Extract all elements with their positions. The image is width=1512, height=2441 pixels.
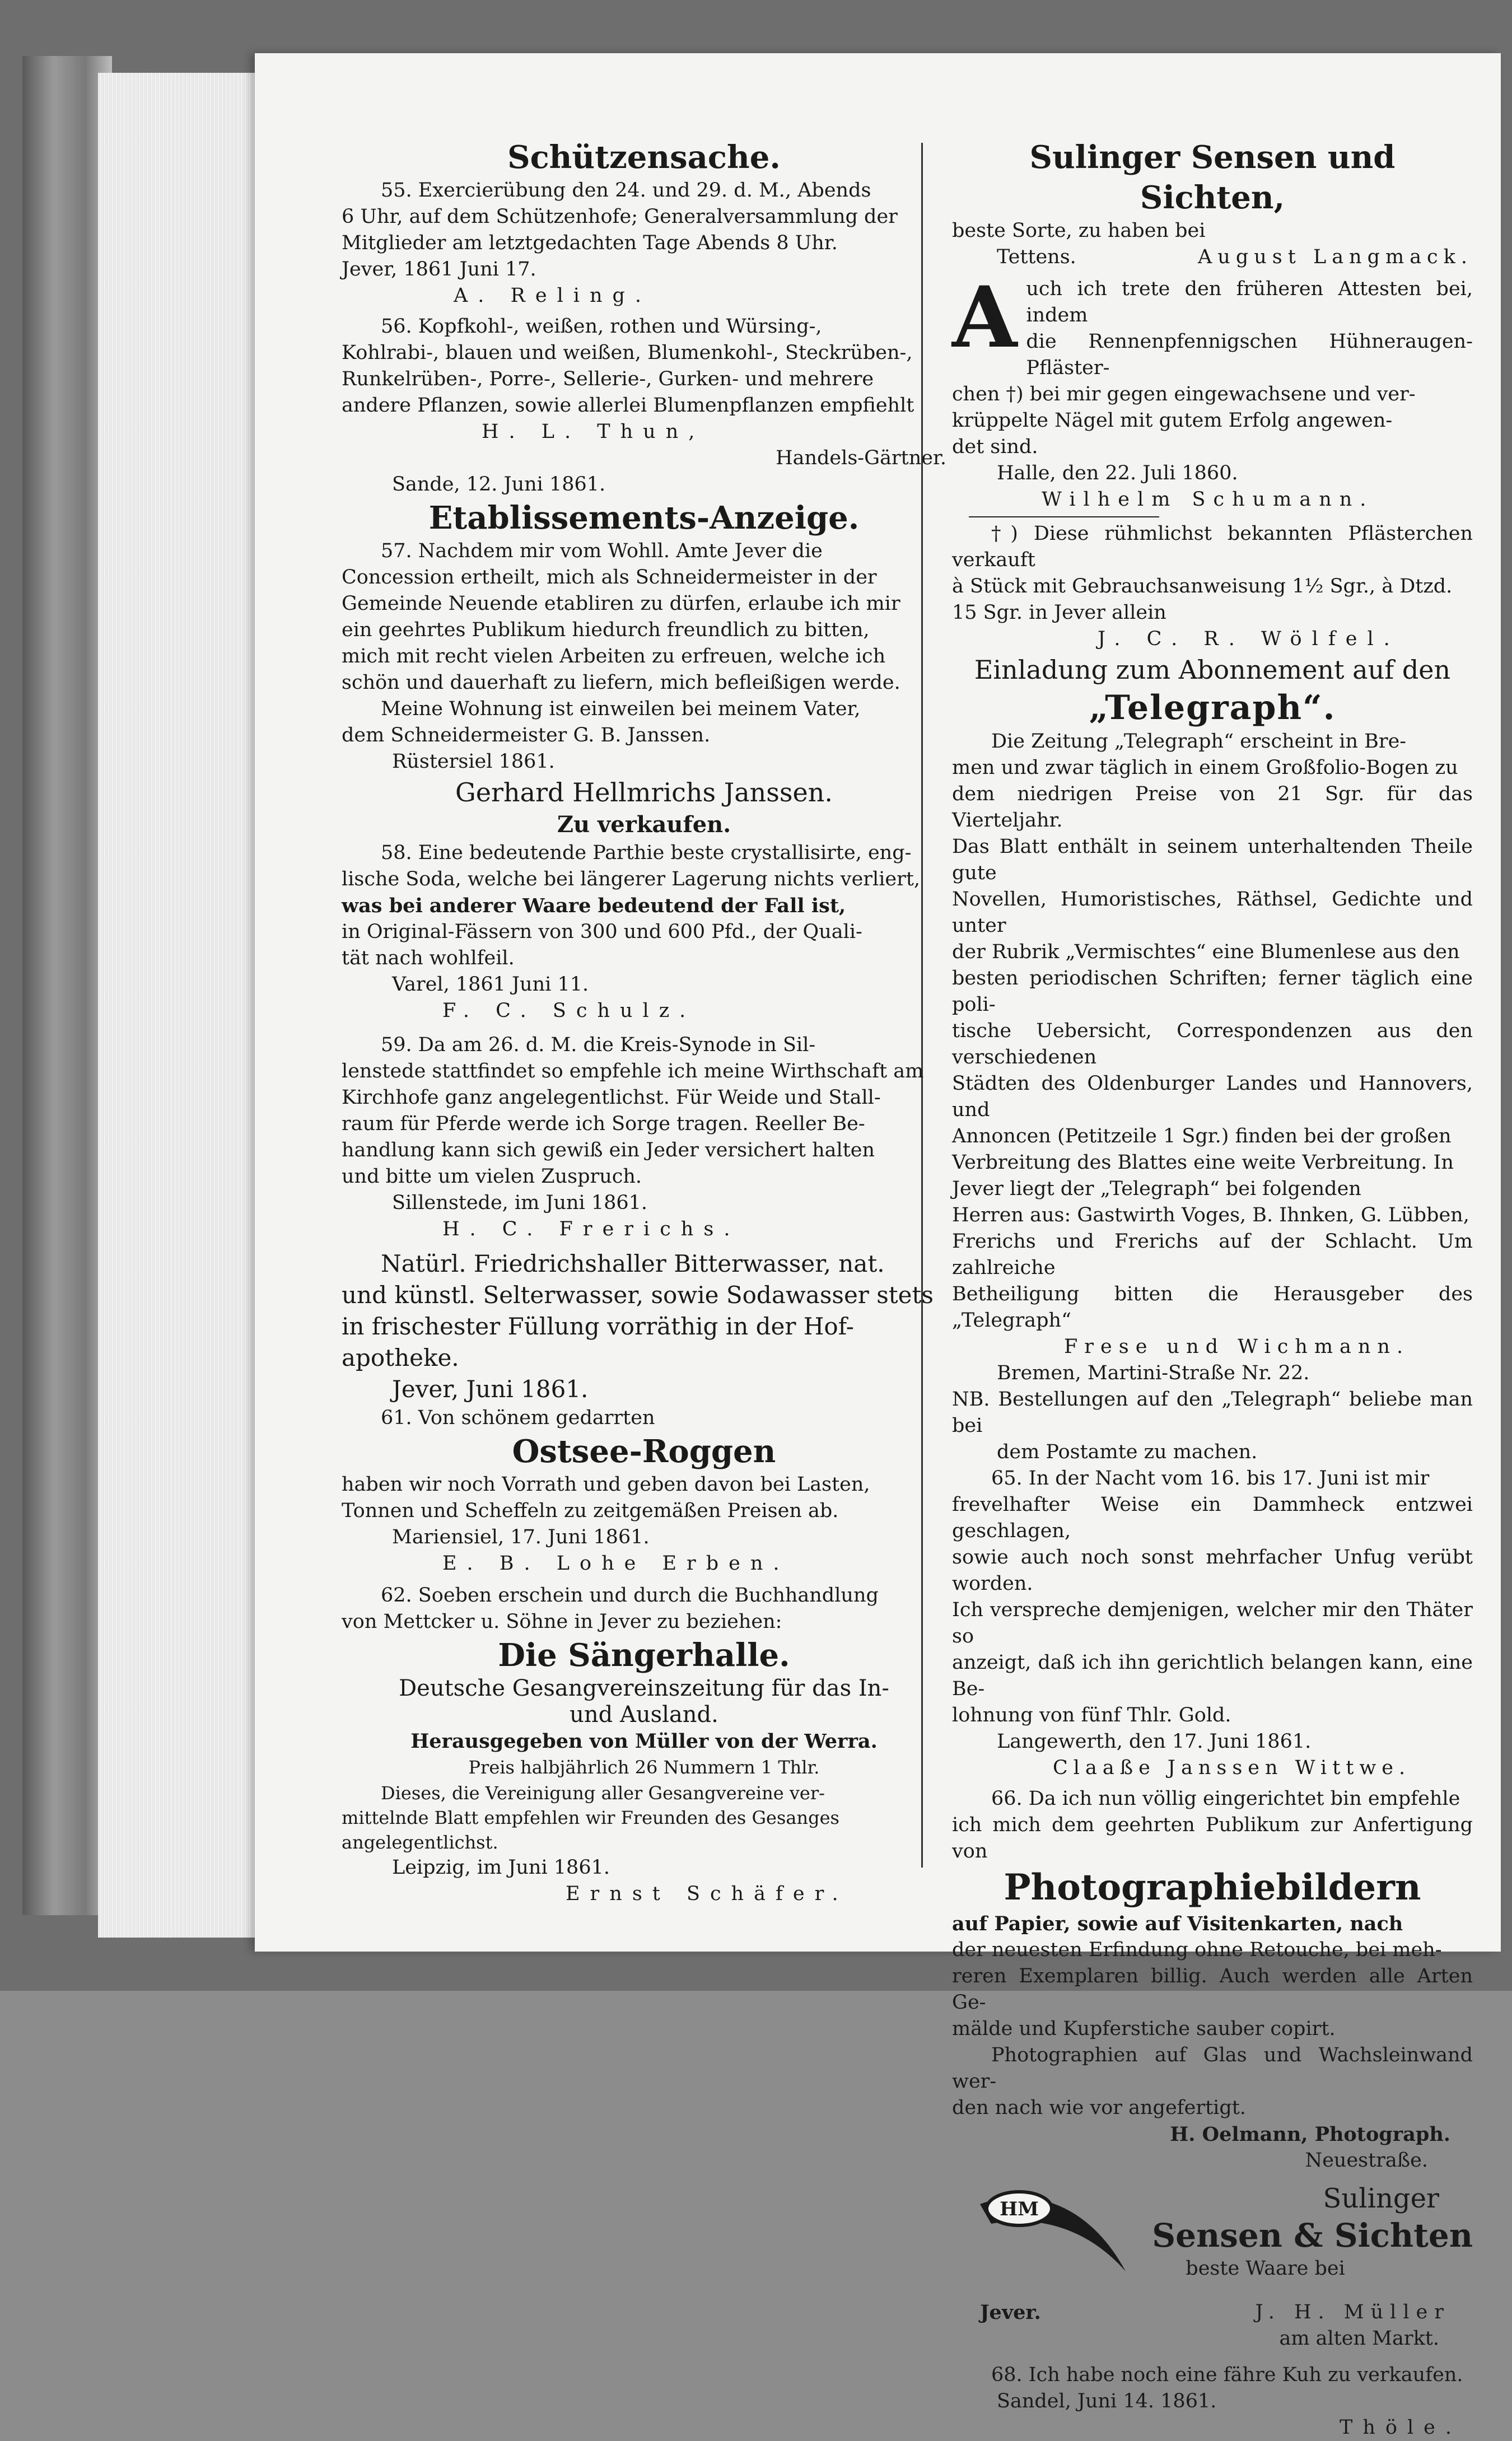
notice-66-signature: H. Oelmann, Photograph. (1170, 2123, 1450, 2146)
attest-line: uch ich trete den früheren Attesten bei, indem (1026, 278, 1473, 326)
notice-57-line: Meine Wohnung ist einweilen bei meinem Vater, (381, 698, 861, 720)
notice-59 (342, 1032, 946, 1243)
notice-59-line: und bitte um vielen Zuspruch. (342, 1165, 642, 1188)
notice-59-signature: H. C. Frerichs. (442, 1218, 740, 1240)
sulinger-line: beste Sorte, zu haben bei (952, 220, 1206, 242)
notice-60-line: Natürl. Friedrichshaller Bitterwasser, nat. (381, 1250, 885, 1277)
notice-56-place: Sande, 12. Juni 1861. (392, 473, 606, 496)
notice-59-line: handlung kann sich gewiß ein Jeder versichert halten (342, 1139, 875, 1161)
attest-rule (969, 516, 1159, 517)
telegraph-line: der Rubrik „Vermischtes“ eine Blumenlese aus den (952, 941, 1460, 963)
telegraph-line: Frerichs und Frerichs auf der Schlacht. Um zahlreiche (952, 1230, 1473, 1279)
notice-66-street: Neuestraße. (1305, 2149, 1428, 2172)
notice-telegraph (952, 652, 1473, 1465)
telegraph-line: Die Zeitung „Telegraph“ erscheint in Bre- (991, 730, 1407, 753)
notice-57-line: mich mit recht vielen Arbeiten zu erfreuen, welche ich (342, 645, 886, 668)
attest-note: à Stück mit Gebrauchsanweisung 1½ Sgr., à Dtzd. (952, 575, 1453, 598)
notice-56-role: Handels-Gärtner. (776, 447, 946, 469)
notice-57-signature: Gerhard Hellmrichs Janssen. (455, 777, 833, 808)
notice-65-place: Langewerth, den 17. Juni 1861. (997, 1730, 1312, 1753)
notice-attest (952, 268, 1473, 652)
telegraph-line: Novellen, Humoristisches, Räthsel, Gedichte und unter (952, 888, 1473, 937)
notice-66-line: mälde und Kupferstiche sauber copirt. (952, 2018, 1336, 2040)
notice-67-line: beste Waare bei (1186, 2257, 1345, 2280)
telegraph-line: Verbreitung des Blattes eine weite Verbreitung. In (952, 1151, 1454, 1174)
notice-65 (952, 1465, 1473, 1781)
attest-note-signature: J. C. R. Wölfel. (1098, 628, 1400, 650)
notice-67-place: Jever. (980, 2301, 1041, 2324)
telegraph-nb: dem Postamte zu machen. (997, 1441, 1258, 1463)
logo-monogram: HM (1000, 2198, 1039, 2220)
notice-67-address: am alten Markt. (1279, 2327, 1439, 2350)
notice-58-heading: Zu verkaufen. (557, 811, 731, 838)
notice-62-editor: Herausgegeben von Müller von der Werra. (410, 1730, 878, 1753)
notice-55-heading: Schützensache. (507, 139, 781, 176)
notice-60-line: und künstl. Selterwasser, sowie Sodawasser stets (342, 1281, 934, 1309)
notice-58-line: lische Soda, welche bei längerer Lagerung nichts verliert, (342, 868, 921, 890)
notice-62-signature: Ernst Schäfer. (566, 1883, 848, 1905)
sulinger-place: Tettens. (997, 246, 1076, 268)
notice-57 (342, 498, 946, 810)
notice-61 (342, 1405, 946, 1577)
notice-61-intro: 61. Von schönem gedarrten (381, 1407, 655, 1429)
notice-58-line: was bei anderer Waare bedeutend der Fall ist, (342, 894, 846, 917)
notice-68-place: Sandel, Juni 14. 1861. (997, 2390, 1217, 2412)
notice-65-line: 65. In der Nacht vom 16. bis 17. Juni ist mir (991, 1467, 1430, 1490)
notice-66 (952, 1786, 1473, 2174)
notice-61-signature: E. B. Lohe Erben. (442, 1552, 790, 1575)
notice-56-line: andere Pflanzen, sowie allerlei Blumenpflanzen empfiehlt (342, 394, 914, 417)
attest-line: chen †) bei mir gegen eingewachsene und ver- (952, 383, 1416, 405)
telegraph-line: tische Uebersicht, Correspondenzen aus den verschiedenen (952, 1020, 1473, 1068)
attest-dropcap: A (952, 268, 1018, 367)
notice-66-line: ich mich dem geehrten Publikum zur Anfertigung von (952, 1814, 1473, 1863)
telegraph-nb: NB. Bestellungen auf den „Telegraph“ beliebe man bei (952, 1388, 1473, 1437)
book-page-edges (98, 73, 260, 1938)
notice-58 (342, 810, 946, 1024)
notice-57-line: 57. Nachdem mir vom Wohll. Amte Jever die (381, 540, 823, 562)
telegraph-line: Herren aus: Gastwirth Voges, B. Ihnken, G. Lübben, (952, 1204, 1469, 1226)
notice-65-line: frevelhafter Weise ein Dammheck entzwei geschlagen, (952, 1493, 1473, 1542)
telegraph-line: Jever liegt der „Telegraph“ bei folgenden (952, 1178, 1361, 1200)
notice-67-seller-row (952, 2299, 1473, 2326)
telegraph-line: dem niedrigen Preise von 21 Sgr. für das Vierteljahr. (952, 783, 1473, 832)
notice-58-signature: F. C. Schulz. (442, 1000, 696, 1022)
notice-61-line: Tonnen und Scheffeln zu zeitgemäßen Preisen ab. (342, 1500, 839, 1522)
notice-67 (952, 2182, 1473, 2299)
telegraph-line: men und zwar täglich in einem Großfolio-Bogen zu (952, 757, 1458, 779)
notice-55 (342, 137, 946, 309)
telegraph-place: Bremen, Martini-Straße Nr. 22. (997, 1362, 1310, 1384)
notice-sulinger-langmack (952, 137, 1473, 270)
notice-67-text (1152, 2182, 1473, 2282)
notice-62-line: mittelnde Blatt empfehlen wir Freunden des Gesanges (342, 1807, 839, 1828)
telegraph-signature: Frese und Wichmann. (1064, 1336, 1410, 1358)
notice-68-line: 68. Ich habe noch eine fähre Kuh zu verkaufen. (991, 2364, 1463, 2386)
notice-66-line: reren Exemplaren billig. Auch werden alle Arten Ge- (952, 1965, 1473, 2014)
notice-59-place: Sillenstede, im Juni 1861. (392, 1192, 648, 1214)
notice-61-heading: Ostsee-Roggen (512, 1433, 776, 1470)
notice-68 (952, 2362, 1473, 2441)
notice-66-line: Photographien auf Glas und Wachsleinwand wer- (952, 2044, 1473, 2093)
notice-57-line: Gemeinde Neuende etabliren zu dürfen, erlaube ich mir (342, 592, 900, 615)
notice-62-place: Leipzig, im Juni 1861. (392, 1856, 610, 1879)
notice-55-signature: A. Reling. (454, 284, 652, 307)
telegraph-title: „Telegraph“. (1089, 688, 1336, 727)
notice-66-line: auf Papier, sowie auf Visitenkarten, nach (952, 1912, 1403, 1935)
notice-66-line: der neuesten Erfindung ohne Retouche, bei meh- (952, 1939, 1442, 1961)
notice-66-line: den nach wie vor angefertigt. (952, 2097, 1246, 2119)
notice-58-line: tät nach wohlfeil. (342, 947, 515, 969)
notice-56-line: Runkelrüben-, Porre-, Sellerie-, Gurken- und mehrere (342, 368, 874, 390)
notice-59-line: Kirchhofe ganz angelegentlichst. Für Weide und Stall- (342, 1086, 881, 1109)
attest-note: 15 Sgr. in Jever allein (952, 601, 1166, 624)
notice-67-heading: Sulinger (1323, 2183, 1439, 2214)
telegraph-line: besten periodischen Schriften; ferner täglich eine poli- (952, 967, 1473, 1016)
attest-line: krüppelte Nägel mit gutem Erfolg angewen- (952, 409, 1393, 432)
notice-68-signature: Thöle. (1340, 2416, 1462, 2439)
notice-67-heading: Sensen & Sichten (1152, 2216, 1473, 2255)
notice-66-line: 66. Da ich nun völlig eingerichtet bin empfehle (991, 1787, 1460, 1810)
notice-65-line: Ich verspreche demjenigen, welcher mir den Thäter so (952, 1599, 1473, 1647)
notice-61-place: Mariensiel, 17. Juni 1861. (392, 1526, 650, 1548)
notice-59-line: raum für Pferde werde ich Sorge tragen. Reeller Be- (342, 1113, 865, 1135)
telegraph-heading: Einladung zum Abonnement auf den (974, 655, 1451, 685)
telegraph-line: Städten des Oldenburger Landes und Hannovers, und (952, 1072, 1473, 1121)
notice-62-price: Preis halbjährlich 26 Nummern 1 Thlr. (468, 1757, 820, 1778)
notice-65-line: sowie auch noch sonst mehrfacher Unfug verübt worden. (952, 1546, 1473, 1595)
notice-57-line: dem Schneidermeister G. B. Janssen. (342, 724, 711, 746)
notice-57-place: Rüstersiel 1861. (392, 750, 555, 773)
notice-60-place: Jever, Juni 1861. (392, 1375, 589, 1403)
notice-60-line: in frischester Füllung vorräthig in der Hof- (342, 1313, 854, 1340)
notice-56 (342, 314, 946, 498)
telegraph-line: Annoncen (Petitzeile 1 Sgr.) finden bei der großen (952, 1125, 1452, 1147)
notice-62-subtitle: und Ausland. (570, 1702, 718, 1728)
notice-55-line: 55. Exercierübung den 24. und 29. d. M., Abends (381, 179, 871, 202)
notice-67-seller (952, 2299, 1473, 2352)
notice-57-line: ein geehrtes Publikum hiedurch freundlich zu bitten, (342, 619, 870, 641)
notice-57-line: schön und dauerhaft zu liefern, mich befleißigen werde. (342, 671, 900, 694)
notice-58-place: Varel, 1861 Juni 11. (392, 973, 589, 996)
notice-55-line: Mitglieder am letztgedachten Tage Abends 8 Uhr. (342, 232, 838, 254)
attest-signature: Wilhelm Schumann. (1042, 488, 1374, 511)
notice-62-line: Dieses, die Vereinigung aller Gesangvereine ver- (381, 1782, 825, 1804)
notice-56-line: Kohlrabi-, blauen und weißen, Blumenkohl-, Steckrüben-, (342, 342, 913, 364)
sulinger-seller-row (952, 244, 1473, 270)
notice-67-signature: J. H. Müller (1255, 2301, 1450, 2323)
sulinger-heading: Sulinger Sensen und Sichten, (1029, 139, 1396, 216)
notice-55-line: 6 Uhr, auf dem Schützenhofe; Generalversammlung der (342, 206, 898, 228)
left-column (342, 137, 946, 1907)
notice-59-line: 59. Da am 26. d. M. die Kreis-Synode in Sil- (381, 1034, 816, 1056)
notice-57-line: Concession ertheilt, mich als Schneidermeister in der (342, 566, 877, 589)
scythe-logo-icon (974, 2182, 1131, 2277)
notice-60-line: apotheke. (342, 1344, 459, 1371)
notice-56-line: 56. Kopfkohl-, weißen, rothen und Würsing-, (381, 315, 822, 338)
notice-65-line: anzeigt, daß ich ihn gerichtlich belangen kann, eine Be- (952, 1651, 1473, 1700)
notice-61-line: haben wir noch Vorrath und geben davon bei Lasten, (342, 1473, 870, 1496)
attest-note: †) Diese rühmlichst bekannten Pflästerchen verkauft (952, 522, 1473, 571)
notice-65-line: lohnung von fünf Thlr. Gold. (952, 1704, 1231, 1726)
notice-56-signature: H. L. Thun, (482, 421, 705, 443)
notice-62-line: von Mettcker u. Söhne in Jever zu beziehen: (342, 1611, 782, 1633)
notice-55-place: Jever, 1861 Juni 17. (342, 258, 536, 281)
notice-62-line: 62. Soeben erschein und durch die Buchhandlung (381, 1584, 879, 1607)
sulinger-signature: August Langmack. (1198, 246, 1473, 268)
newspaper-page (255, 53, 1501, 2439)
telegraph-line: Das Blatt enthält in seinem unterhaltenden Theile gute (952, 836, 1473, 884)
notice-65-signature: Claaße Janssen Wittwe. (1053, 1757, 1411, 1779)
notice-62-heading: Die Sängerhalle. (498, 1637, 790, 1674)
telegraph-line: Betheiligung bitten die Herausgeber des „Telegraph“ (952, 1283, 1473, 1332)
attest-place: Halle, den 22. Juli 1860. (997, 462, 1238, 484)
right-column (952, 137, 1473, 2441)
notice-62-subtitle: Deutsche Gesangvereinszeitung für das In- (399, 1675, 889, 1701)
notice-59-line: lenstede stattfindet so empfehle ich meine Wirthschaft am (342, 1060, 924, 1082)
notice-58-line: in Original-Fässern von 300 und 600 Pfd., der Quali- (342, 921, 862, 943)
attest-line: det sind. (952, 436, 1038, 458)
notice-60 (342, 1248, 946, 1405)
notice-66-heading: Photographiebildern (1004, 1866, 1421, 1908)
notice-62 (342, 1583, 946, 1907)
notice-62-line: angelegentlichst. (342, 1832, 498, 1853)
notice-57-heading: Etablissements-Anzeige. (428, 500, 860, 536)
attest-line: die Rennenpfennigschen Hühneraugen-Pfläster- (1026, 330, 1473, 379)
notice-58-line: 58. Eine bedeutende Parthie beste crystallisirte, eng- (381, 842, 912, 864)
